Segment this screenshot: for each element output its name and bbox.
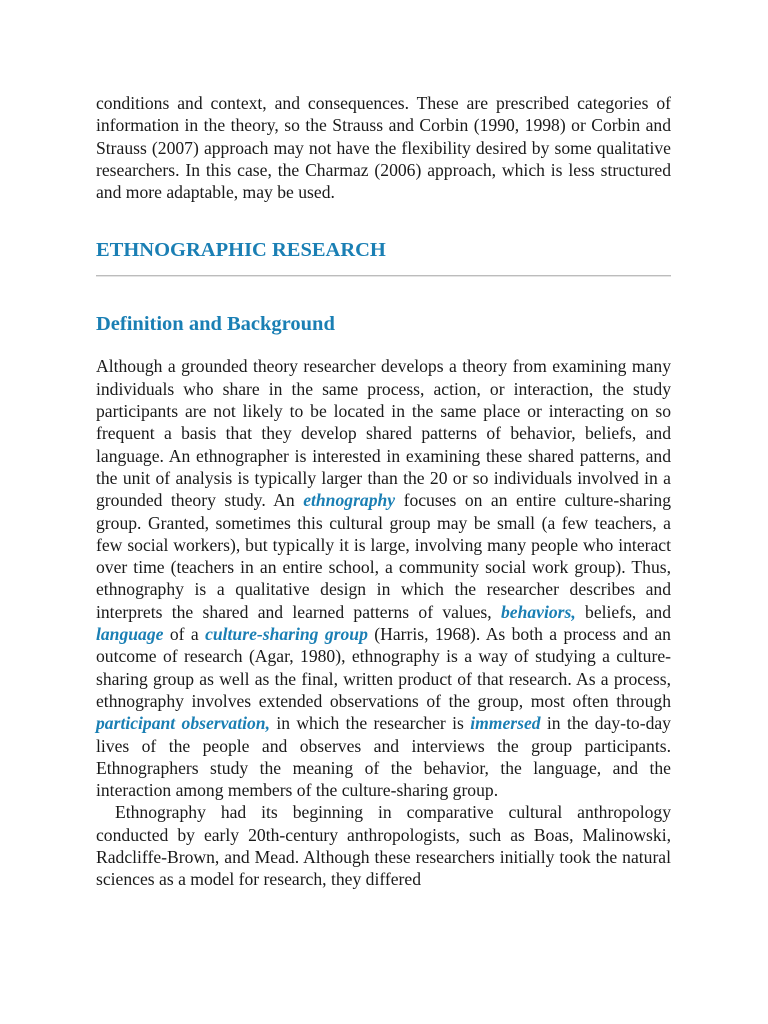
subsection-heading: Definition and Background — [96, 313, 335, 336]
text-segment: of a — [163, 624, 206, 645]
key-term-immersed: immersed — [470, 713, 541, 734]
section-heading: ETHNOGRAPHIC RESEARCH — [96, 239, 386, 262]
text-segment: beliefs, and — [575, 601, 672, 622]
section-divider — [96, 275, 671, 277]
text-segment: (Harris, 1968). As both a process and an outcome of research (Agar, 1980), ethnography is a way of studying a culture-sharing group as well as the final, written product of that research. As a process, ethnography involves extended observations of the group, most often through — [96, 624, 671, 711]
text-segment: Although a grounded theory researcher develops a theory from examining many individuals who share in the same process, action, or interaction, the study participants are not likely to be located in the same place or interacting on so frequent a basis that they develop shared patterns of behavior, beliefs, and language. An ethnographer is interested in examining these shared patterns, and the unit of analysis is typically larger than the 20 or so individuals involved in a grounded theory study. An — [96, 356, 671, 511]
body-paragraph-1 — [96, 355, 671, 801]
text-segment: in the day-to-day lives of the people and observes and interviews the group participants. Ethnographers study the meaning of the behavior, the language, and the interaction among members of the culture-sharing group. — [96, 713, 671, 801]
text-segment: focuses on an entire culture-sharing group. Granted, sometimes this cultural group may be small (a few teachers, a few social workers), but typically it is large, involving many people who interact over time (teachers in an entire school, a community social work group). Thus, ethnography is a qualitative design in which the researcher describes and interprets the shared and learned patterns of values, — [96, 490, 671, 622]
key-term-participant-observation: participant observation, — [96, 713, 270, 734]
body-paragraph-2: Ethnography had its beginning in comparative cultural anthropology conducted by early 20th-century anthropologists, such as Boas, Malinowski, Radcliffe-Brown, and Mead. Although these researchers initially took the natural sciences as a model for research, they differed — [96, 802, 671, 890]
key-term-culture-sharing-group: culture-sharing group — [205, 624, 368, 645]
key-term-ethnography: ethnography — [303, 490, 396, 511]
key-term-behaviors: behaviors, — [500, 601, 576, 622]
intro-paragraph: conditions and context, and consequences. These are prescribed categories of information in the theory, so the Strauss and Corbin (1990, 1998) or Corbin and Strauss (2007) approach may not have the flexibility desired by some qualitative researchers. In this case, the Charmaz (2006) approach, which is less structured and more adaptable, may be used. — [96, 93, 671, 203]
key-term-language: language — [96, 624, 164, 645]
document-page — [96, 92, 671, 891]
text-segment: in which the researcher is — [269, 713, 471, 734]
